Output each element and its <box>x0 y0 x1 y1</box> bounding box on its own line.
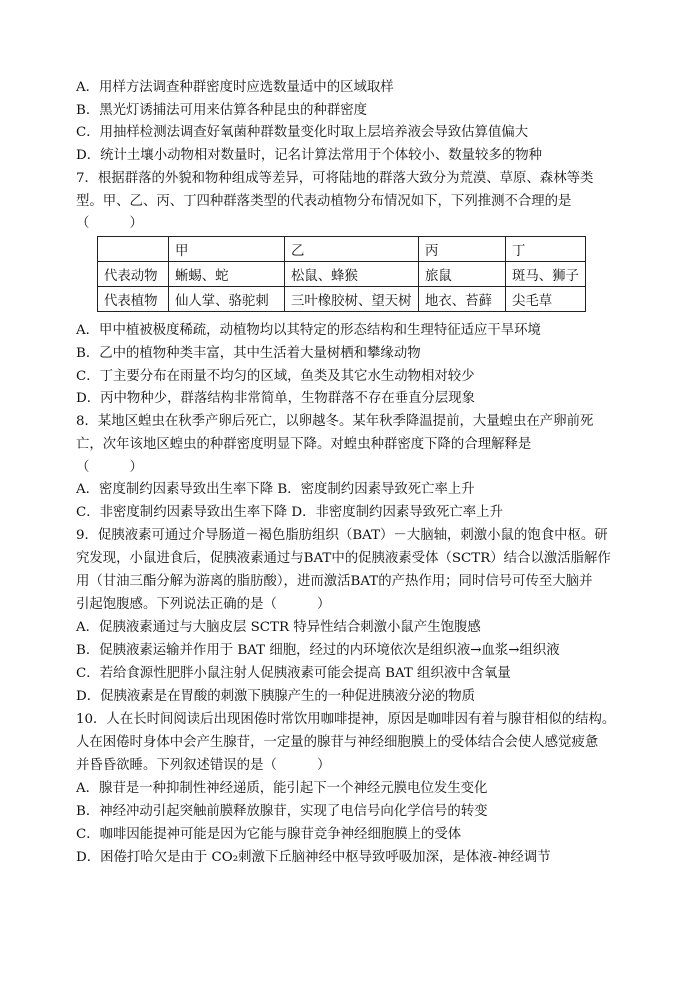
table-cell <box>98 237 169 262</box>
q10-stem-line-2: 人在困倦时身体中会产生腺苷，一定量的腺苷与神经细胞膜上的受体结合会使人感觉疲惫 <box>76 735 599 750</box>
q7-option-d: D．丙中物种少，群落结构非常简单，生物群落不存在垂直分层现象 <box>76 391 476 406</box>
q6-option-b: B．黑光灯诱捕法可用来估算各种昆虫的种群密度 <box>76 103 368 118</box>
table-cell: 代表动物 <box>98 262 169 287</box>
q8-stem-line-1: 8．某地区蝗虫在秋季产卵后死亡，以卵越冬。某年秋季降温提前，大量蝗虫在产卵前死 <box>76 414 594 429</box>
q8-options-ab: A．密度制约因素导致出生率下降 B．密度制约因素导致死亡率上升 <box>76 482 475 497</box>
q9-option-d: D．促胰液素是在胃酸的刺激下胰腺产生的一种促进胰液分泌的物质 <box>76 689 476 704</box>
table-cell: 甲 <box>169 237 285 262</box>
q7-option-c: C．丁主要分布在雨量不均匀的区域，鱼类及其它水生动物相对较少 <box>76 369 475 384</box>
q9-option-c: C．若给食源性肥胖小鼠注射人促胰液素可能会提高 BAT 组织液中含氧量 <box>76 666 511 681</box>
table-cell: 乙 <box>285 237 419 262</box>
table-cell: 旅鼠 <box>419 262 506 287</box>
q7-stem-line-1: 7．根据群落的外貌和物种组成等差异，可将陆地的群落大致分为荒漠、草原、森林等类 <box>76 171 594 186</box>
q10-option-a: A．腺苷是一种抑制性神经递质，能引起下一个神经元膜电位发生变化 <box>76 781 488 796</box>
q7-stem-line-2: 型。甲、乙、丙、丁四种群落类型的代表动植物分布情况如下，下列推测不合理的是 <box>76 194 572 209</box>
table-header-row <box>98 237 586 262</box>
q7-option-b: B．乙中的植物种类丰富，其中生活着大量树栖和攀缘动物 <box>76 346 421 361</box>
table-cell: 松鼠、蜂猴 <box>285 262 419 287</box>
q6-option-d: D．统计土壤小动物相对数量时，记名计算法常用于个体较小、数量较多的物种 <box>76 148 543 163</box>
table-cell: 三叶橡胶树、望天树 <box>285 287 419 312</box>
q10-stem-line-1: 10．人在长时间阅读后出现困倦时常饮用咖啡提神，原因是咖啡因有着与腺苷相似的结构。 <box>76 712 616 727</box>
table-cell: 地衣、苔藓 <box>419 287 506 312</box>
table-cell: 丁 <box>506 237 586 262</box>
q6-option-c: C．用抽样检测法调查好氧菌种群数量变化时取上层培养液会导致估算值偏大 <box>76 125 529 140</box>
q10-option-c: C．咖啡因能提神可能是因为它能与腺苷竞争神经细胞膜上的受体 <box>76 827 462 842</box>
q7-option-a: A．甲中植被极度稀疏，动植物均以其特定的形态结构和生理特征适应干旱环境 <box>76 323 541 338</box>
q10-stem-line-3: 并昏昏欲睡。下列叙述错误的是（ ） <box>76 758 331 773</box>
q9-stem-line-3: 用（甘油三酯分解为游离的脂肪酸），进而激活BAT的产热作用；同时信号可传至大脑并 <box>76 574 593 589</box>
q8-stem-line-3: （ ） <box>76 460 143 475</box>
q10-option-b: B．神经冲动引起突触前膜释放腺苷，实现了电信号向化学信号的转变 <box>76 804 488 819</box>
q8-stem-line-2: 亡，次年该地区蝗虫的种群密度明显下降。对蝗虫种群密度下降的合理解释是 <box>76 437 532 452</box>
q9-option-b: B．促胰液素运输并作用于 BAT 细胞，经过的内环境依次是组织液→血浆→组织液 <box>76 643 560 658</box>
q10-option-d: D．困倦打哈欠是由于 CO₂刺激下丘脑神经中枢导致呼吸加深，是体液-神经调节 <box>76 850 551 865</box>
table-row <box>98 262 586 287</box>
table-cell: 代表植物 <box>98 287 169 312</box>
q7-stem-line-3: （ ） <box>76 216 143 231</box>
q8-options-cd: C．非密度制约因素导致出生率下降 D．非密度制约因素导致死亡率上升 <box>76 505 503 520</box>
table-row <box>98 287 586 312</box>
q6-option-a: A．用样方法调查种群密度时应选数量适中的区域取样 <box>76 80 394 95</box>
table-cell: 尖毛草 <box>506 287 586 312</box>
q7-community-table <box>97 236 586 312</box>
q9-stem-line-2: 究发现，小鼠进食后，促胰液素通过与BAT中的促胰液素受体（SCTR）结合以激活脂解作 <box>76 551 611 566</box>
table-cell: 丙 <box>419 237 506 262</box>
q9-stem-line-1: 9．促胰液素可通过介导肠道－褐色脂肪组织（BAT）－大脑轴，刺激小鼠的饱食中枢。研 <box>76 528 608 543</box>
q9-stem-line-4: 引起饱腹感。下列说法正确的是（ ） <box>76 597 331 612</box>
q9-option-a: A．促胰液素通过与大脑皮层 SCTR 特异性结合刺激小鼠产生饱腹感 <box>76 620 481 635</box>
table-cell: 仙人掌、骆驼刺 <box>169 287 285 312</box>
table-cell: 蜥蜴、蛇 <box>169 262 285 287</box>
table-cell: 斑马、狮子 <box>506 262 586 287</box>
